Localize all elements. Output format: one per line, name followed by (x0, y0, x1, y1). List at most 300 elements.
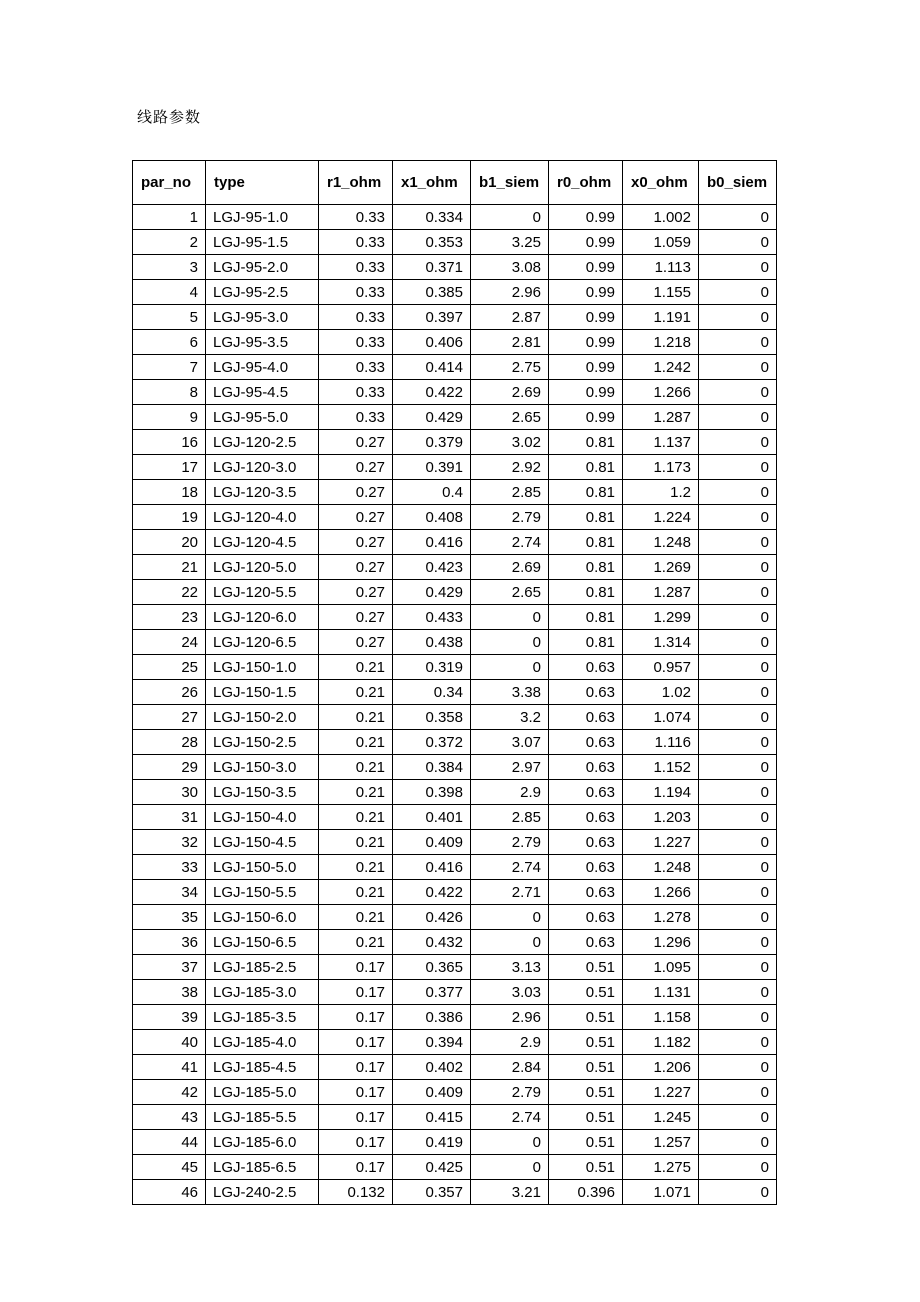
cell-x0_ohm: 1.152 (623, 755, 699, 780)
table-row (133, 1030, 777, 1055)
cell-type: LGJ-95-4.5 (206, 380, 319, 405)
cell-r1_ohm: 0.21 (319, 930, 393, 955)
cell-r0_ohm: 0.63 (549, 705, 623, 730)
cell-x1_ohm: 0.409 (393, 1080, 471, 1105)
cell-type: LGJ-120-3.5 (206, 480, 319, 505)
cell-x1_ohm: 0.385 (393, 280, 471, 305)
cell-b0_siem: 0 (699, 530, 777, 555)
cell-type: LGJ-120-5.5 (206, 580, 319, 605)
cell-par_no: 31 (133, 805, 206, 830)
cell-x1_ohm: 0.379 (393, 430, 471, 455)
cell-b0_siem: 0 (699, 430, 777, 455)
table-row (133, 680, 777, 705)
cell-b1_siem: 3.21 (471, 1180, 549, 1205)
cell-x1_ohm: 0.371 (393, 255, 471, 280)
cell-par_no: 45 (133, 1155, 206, 1180)
cell-b0_siem: 0 (699, 1130, 777, 1155)
table-row (133, 280, 777, 305)
table-row (133, 955, 777, 980)
cell-r1_ohm: 0.17 (319, 1030, 393, 1055)
cell-x0_ohm: 1.194 (623, 780, 699, 805)
cell-par_no: 34 (133, 880, 206, 905)
cell-x1_ohm: 0.415 (393, 1105, 471, 1130)
cell-b1_siem: 0 (471, 1155, 549, 1180)
cell-par_no: 7 (133, 355, 206, 380)
cell-b1_siem: 2.79 (471, 1080, 549, 1105)
cell-x1_ohm: 0.426 (393, 905, 471, 930)
line-parameters-table (132, 160, 777, 1205)
cell-par_no: 6 (133, 330, 206, 355)
cell-r1_ohm: 0.21 (319, 680, 393, 705)
cell-r1_ohm: 0.27 (319, 605, 393, 630)
table-row (133, 1055, 777, 1080)
cell-x0_ohm: 1.095 (623, 955, 699, 980)
cell-r0_ohm: 0.99 (549, 255, 623, 280)
cell-r1_ohm: 0.17 (319, 1130, 393, 1155)
cell-x0_ohm: 1.248 (623, 530, 699, 555)
cell-r0_ohm: 0.99 (549, 230, 623, 255)
table-row (133, 580, 777, 605)
cell-b1_siem: 2.97 (471, 755, 549, 780)
cell-type: LGJ-185-6.5 (206, 1155, 319, 1180)
table-body (133, 205, 777, 1205)
cell-par_no: 28 (133, 730, 206, 755)
cell-b1_siem: 2.85 (471, 805, 549, 830)
cell-x1_ohm: 0.408 (393, 505, 471, 530)
cell-b1_siem: 2.69 (471, 555, 549, 580)
cell-type: LGJ-150-1.0 (206, 655, 319, 680)
cell-x0_ohm: 1.131 (623, 980, 699, 1005)
cell-x1_ohm: 0.402 (393, 1055, 471, 1080)
table-row (133, 380, 777, 405)
cell-b0_siem: 0 (699, 1180, 777, 1205)
cell-par_no: 16 (133, 430, 206, 455)
cell-r1_ohm: 0.27 (319, 630, 393, 655)
cell-b1_siem: 2.74 (471, 855, 549, 880)
cell-b1_siem: 2.79 (471, 505, 549, 530)
cell-r0_ohm: 0.51 (549, 1005, 623, 1030)
cell-par_no: 18 (133, 480, 206, 505)
cell-r0_ohm: 0.99 (549, 355, 623, 380)
cell-x1_ohm: 0.432 (393, 930, 471, 955)
cell-b1_siem: 2.9 (471, 780, 549, 805)
cell-r1_ohm: 0.17 (319, 980, 393, 1005)
cell-par_no: 9 (133, 405, 206, 430)
cell-x1_ohm: 0.4 (393, 480, 471, 505)
column-header-x1_ohm: x1_ohm (393, 161, 471, 205)
cell-x0_ohm: 1.257 (623, 1130, 699, 1155)
cell-b1_siem: 2.87 (471, 305, 549, 330)
column-header-r1_ohm: r1_ohm (319, 161, 393, 205)
cell-b0_siem: 0 (699, 930, 777, 955)
cell-type: LGJ-150-4.5 (206, 830, 319, 855)
cell-r0_ohm: 0.51 (549, 980, 623, 1005)
cell-b1_siem: 2.79 (471, 830, 549, 855)
cell-r0_ohm: 0.51 (549, 1030, 623, 1055)
cell-r0_ohm: 0.81 (549, 505, 623, 530)
table-row (133, 355, 777, 380)
cell-r1_ohm: 0.21 (319, 755, 393, 780)
cell-r0_ohm: 0.81 (549, 530, 623, 555)
table-row (133, 830, 777, 855)
cell-r1_ohm: 0.21 (319, 805, 393, 830)
cell-par_no: 24 (133, 630, 206, 655)
cell-r1_ohm: 0.27 (319, 430, 393, 455)
cell-r0_ohm: 0.51 (549, 955, 623, 980)
cell-r1_ohm: 0.17 (319, 1105, 393, 1130)
cell-r1_ohm: 0.21 (319, 705, 393, 730)
cell-type: LGJ-185-5.0 (206, 1080, 319, 1105)
cell-r1_ohm: 0.33 (319, 280, 393, 305)
cell-x1_ohm: 0.401 (393, 805, 471, 830)
table-row (133, 555, 777, 580)
cell-b0_siem: 0 (699, 555, 777, 580)
cell-x1_ohm: 0.422 (393, 380, 471, 405)
cell-r1_ohm: 0.21 (319, 655, 393, 680)
page-title: 线路参数 (137, 109, 202, 126)
cell-b1_siem: 0 (471, 205, 549, 230)
cell-par_no: 32 (133, 830, 206, 855)
column-header-x0_ohm: x0_ohm (623, 161, 699, 205)
cell-r0_ohm: 0.63 (549, 880, 623, 905)
cell-x0_ohm: 1.266 (623, 380, 699, 405)
cell-b1_siem: 2.96 (471, 1005, 549, 1030)
cell-b0_siem: 0 (699, 855, 777, 880)
cell-x0_ohm: 1.314 (623, 630, 699, 655)
cell-b1_siem: 0 (471, 1130, 549, 1155)
cell-r1_ohm: 0.21 (319, 855, 393, 880)
cell-b0_siem: 0 (699, 655, 777, 680)
cell-r1_ohm: 0.27 (319, 455, 393, 480)
cell-b0_siem: 0 (699, 955, 777, 980)
cell-r1_ohm: 0.21 (319, 780, 393, 805)
cell-b1_siem: 2.65 (471, 405, 549, 430)
cell-type: LGJ-150-2.5 (206, 730, 319, 755)
cell-b0_siem: 0 (699, 680, 777, 705)
cell-b0_siem: 0 (699, 205, 777, 230)
cell-x1_ohm: 0.419 (393, 1130, 471, 1155)
cell-x1_ohm: 0.433 (393, 605, 471, 630)
cell-r1_ohm: 0.33 (319, 380, 393, 405)
cell-b0_siem: 0 (699, 730, 777, 755)
cell-b0_siem: 0 (699, 380, 777, 405)
cell-x1_ohm: 0.365 (393, 955, 471, 980)
cell-type: LGJ-95-3.5 (206, 330, 319, 355)
cell-r0_ohm: 0.63 (549, 655, 623, 680)
cell-b1_siem: 2.85 (471, 480, 549, 505)
cell-par_no: 5 (133, 305, 206, 330)
cell-x0_ohm: 1.155 (623, 280, 699, 305)
cell-x1_ohm: 0.406 (393, 330, 471, 355)
cell-par_no: 17 (133, 455, 206, 480)
cell-b0_siem: 0 (699, 505, 777, 530)
cell-x1_ohm: 0.409 (393, 830, 471, 855)
cell-r1_ohm: 0.33 (319, 255, 393, 280)
cell-x0_ohm: 1.266 (623, 880, 699, 905)
cell-r1_ohm: 0.17 (319, 955, 393, 980)
cell-r0_ohm: 0.99 (549, 280, 623, 305)
cell-b0_siem: 0 (699, 980, 777, 1005)
cell-type: LGJ-150-1.5 (206, 680, 319, 705)
cell-r1_ohm: 0.21 (319, 880, 393, 905)
table-row (133, 605, 777, 630)
cell-type: LGJ-240-2.5 (206, 1180, 319, 1205)
cell-r0_ohm: 0.63 (549, 930, 623, 955)
cell-b0_siem: 0 (699, 330, 777, 355)
cell-type: LGJ-120-3.0 (206, 455, 319, 480)
cell-b1_siem: 2.96 (471, 280, 549, 305)
table-row (133, 905, 777, 930)
cell-r0_ohm: 0.63 (549, 805, 623, 830)
cell-type: LGJ-150-5.5 (206, 880, 319, 905)
cell-x0_ohm: 1.218 (623, 330, 699, 355)
cell-type: LGJ-120-4.0 (206, 505, 319, 530)
cell-type: LGJ-95-4.0 (206, 355, 319, 380)
cell-b1_siem: 2.74 (471, 530, 549, 555)
cell-r1_ohm: 0.33 (319, 355, 393, 380)
cell-type: LGJ-95-3.0 (206, 305, 319, 330)
cell-b1_siem: 0 (471, 655, 549, 680)
table-row (133, 1180, 777, 1205)
cell-x1_ohm: 0.438 (393, 630, 471, 655)
cell-par_no: 42 (133, 1080, 206, 1105)
cell-b1_siem: 3.2 (471, 705, 549, 730)
cell-par_no: 25 (133, 655, 206, 680)
cell-par_no: 1 (133, 205, 206, 230)
cell-b1_siem: 3.13 (471, 955, 549, 980)
cell-par_no: 21 (133, 555, 206, 580)
cell-par_no: 3 (133, 255, 206, 280)
cell-r1_ohm: 0.27 (319, 505, 393, 530)
table-row (133, 205, 777, 230)
cell-b1_siem: 3.25 (471, 230, 549, 255)
cell-b0_siem: 0 (699, 630, 777, 655)
cell-type: LGJ-185-4.0 (206, 1030, 319, 1055)
cell-par_no: 26 (133, 680, 206, 705)
table-row (133, 430, 777, 455)
cell-b0_siem: 0 (699, 1080, 777, 1105)
table-row (133, 980, 777, 1005)
table-row (133, 780, 777, 805)
cell-r0_ohm: 0.51 (549, 1105, 623, 1130)
cell-b0_siem: 0 (699, 1055, 777, 1080)
cell-x0_ohm: 1.002 (623, 205, 699, 230)
cell-par_no: 20 (133, 530, 206, 555)
cell-r1_ohm: 0.27 (319, 580, 393, 605)
cell-x1_ohm: 0.384 (393, 755, 471, 780)
column-header-type: type (206, 161, 319, 205)
cell-b1_siem: 2.81 (471, 330, 549, 355)
cell-par_no: 44 (133, 1130, 206, 1155)
cell-x1_ohm: 0.357 (393, 1180, 471, 1205)
cell-x0_ohm: 1.224 (623, 505, 699, 530)
table-row (133, 930, 777, 955)
cell-b0_siem: 0 (699, 605, 777, 630)
cell-x0_ohm: 1.116 (623, 730, 699, 755)
cell-r0_ohm: 0.99 (549, 405, 623, 430)
cell-x0_ohm: 1.02 (623, 680, 699, 705)
cell-par_no: 2 (133, 230, 206, 255)
cell-x0_ohm: 1.287 (623, 405, 699, 430)
cell-x0_ohm: 1.203 (623, 805, 699, 830)
cell-x0_ohm: 1.269 (623, 555, 699, 580)
cell-b0_siem: 0 (699, 1030, 777, 1055)
table-row (133, 880, 777, 905)
cell-b0_siem: 0 (699, 480, 777, 505)
cell-x1_ohm: 0.386 (393, 1005, 471, 1030)
cell-par_no: 22 (133, 580, 206, 605)
cell-type: LGJ-185-5.5 (206, 1105, 319, 1130)
cell-b0_siem: 0 (699, 455, 777, 480)
cell-r1_ohm: 0.17 (319, 1155, 393, 1180)
cell-b0_siem: 0 (699, 755, 777, 780)
table-row (133, 455, 777, 480)
cell-b1_siem: 2.74 (471, 1105, 549, 1130)
cell-b1_siem: 0 (471, 905, 549, 930)
cell-x1_ohm: 0.397 (393, 305, 471, 330)
table-row (133, 230, 777, 255)
cell-x1_ohm: 0.358 (393, 705, 471, 730)
cell-type: LGJ-95-5.0 (206, 405, 319, 430)
cell-par_no: 37 (133, 955, 206, 980)
table-row (133, 255, 777, 280)
cell-type: LGJ-185-6.0 (206, 1130, 319, 1155)
table-row (133, 1105, 777, 1130)
cell-b1_siem: 0 (471, 605, 549, 630)
cell-par_no: 36 (133, 930, 206, 955)
cell-type: LGJ-120-6.5 (206, 630, 319, 655)
cell-b1_siem: 2.65 (471, 580, 549, 605)
table-row (133, 630, 777, 655)
cell-x1_ohm: 0.414 (393, 355, 471, 380)
cell-x0_ohm: 1.242 (623, 355, 699, 380)
cell-x0_ohm: 1.296 (623, 930, 699, 955)
column-header-par_no: par_no (133, 161, 206, 205)
cell-b1_siem: 0 (471, 930, 549, 955)
cell-b1_siem: 2.92 (471, 455, 549, 480)
cell-x0_ohm: 1.245 (623, 1105, 699, 1130)
cell-x1_ohm: 0.416 (393, 855, 471, 880)
cell-type: LGJ-185-2.5 (206, 955, 319, 980)
cell-x1_ohm: 0.394 (393, 1030, 471, 1055)
cell-r0_ohm: 0.81 (549, 455, 623, 480)
cell-r1_ohm: 0.27 (319, 530, 393, 555)
table-row (133, 305, 777, 330)
cell-x1_ohm: 0.334 (393, 205, 471, 230)
cell-r0_ohm: 0.51 (549, 1155, 623, 1180)
table-row (133, 405, 777, 430)
cell-b0_siem: 0 (699, 305, 777, 330)
cell-type: LGJ-120-4.5 (206, 530, 319, 555)
cell-r0_ohm: 0.51 (549, 1055, 623, 1080)
table-row (133, 480, 777, 505)
cell-r1_ohm: 0.17 (319, 1080, 393, 1105)
cell-b0_siem: 0 (699, 280, 777, 305)
cell-b1_siem: 2.69 (471, 380, 549, 405)
cell-b0_siem: 0 (699, 880, 777, 905)
column-header-b0_siem: b0_siem (699, 161, 777, 205)
cell-x1_ohm: 0.391 (393, 455, 471, 480)
cell-b0_siem: 0 (699, 1155, 777, 1180)
table-row (133, 530, 777, 555)
cell-x1_ohm: 0.353 (393, 230, 471, 255)
cell-type: LGJ-150-6.0 (206, 905, 319, 930)
cell-r0_ohm: 0.63 (549, 755, 623, 780)
cell-b1_siem: 2.9 (471, 1030, 549, 1055)
cell-type: LGJ-95-1.5 (206, 230, 319, 255)
table-row (133, 730, 777, 755)
cell-r0_ohm: 0.99 (549, 330, 623, 355)
cell-r0_ohm: 0.81 (549, 430, 623, 455)
cell-x1_ohm: 0.423 (393, 555, 471, 580)
cell-par_no: 19 (133, 505, 206, 530)
cell-r1_ohm: 0.27 (319, 555, 393, 580)
table-header-row (133, 161, 777, 205)
cell-x0_ohm: 1.182 (623, 1030, 699, 1055)
cell-b1_siem: 0 (471, 630, 549, 655)
cell-x1_ohm: 0.429 (393, 405, 471, 430)
table-row (133, 1005, 777, 1030)
cell-r0_ohm: 0.99 (549, 380, 623, 405)
cell-type: LGJ-150-5.0 (206, 855, 319, 880)
cell-par_no: 27 (133, 705, 206, 730)
table-row (133, 805, 777, 830)
cell-b1_siem: 2.84 (471, 1055, 549, 1080)
cell-r0_ohm: 0.99 (549, 205, 623, 230)
cell-x1_ohm: 0.429 (393, 580, 471, 605)
cell-r0_ohm: 0.99 (549, 305, 623, 330)
cell-par_no: 46 (133, 1180, 206, 1205)
cell-r0_ohm: 0.81 (549, 580, 623, 605)
cell-x0_ohm: 1.287 (623, 580, 699, 605)
cell-x0_ohm: 1.173 (623, 455, 699, 480)
cell-b0_siem: 0 (699, 780, 777, 805)
table-row (133, 655, 777, 680)
cell-r0_ohm: 0.63 (549, 905, 623, 930)
cell-b1_siem: 2.71 (471, 880, 549, 905)
cell-x0_ohm: 1.071 (623, 1180, 699, 1205)
cell-b0_siem: 0 (699, 1005, 777, 1030)
cell-x1_ohm: 0.319 (393, 655, 471, 680)
cell-b0_siem: 0 (699, 905, 777, 930)
cell-r1_ohm: 0.33 (319, 230, 393, 255)
cell-r1_ohm: 0.33 (319, 205, 393, 230)
cell-par_no: 4 (133, 280, 206, 305)
cell-type: LGJ-120-6.0 (206, 605, 319, 630)
cell-x0_ohm: 1.191 (623, 305, 699, 330)
cell-x0_ohm: 1.2 (623, 480, 699, 505)
cell-type: LGJ-120-5.0 (206, 555, 319, 580)
cell-r0_ohm: 0.63 (549, 855, 623, 880)
cell-par_no: 35 (133, 905, 206, 930)
cell-x1_ohm: 0.425 (393, 1155, 471, 1180)
cell-b0_siem: 0 (699, 405, 777, 430)
cell-x0_ohm: 0.957 (623, 655, 699, 680)
cell-x0_ohm: 1.206 (623, 1055, 699, 1080)
cell-type: LGJ-150-3.5 (206, 780, 319, 805)
table-row (133, 755, 777, 780)
cell-r1_ohm: 0.17 (319, 1055, 393, 1080)
cell-b0_siem: 0 (699, 230, 777, 255)
table-row (133, 705, 777, 730)
cell-x0_ohm: 1.113 (623, 255, 699, 280)
cell-r0_ohm: 0.396 (549, 1180, 623, 1205)
cell-x1_ohm: 0.377 (393, 980, 471, 1005)
cell-x0_ohm: 1.158 (623, 1005, 699, 1030)
cell-x0_ohm: 1.278 (623, 905, 699, 930)
cell-par_no: 23 (133, 605, 206, 630)
cell-x1_ohm: 0.398 (393, 780, 471, 805)
